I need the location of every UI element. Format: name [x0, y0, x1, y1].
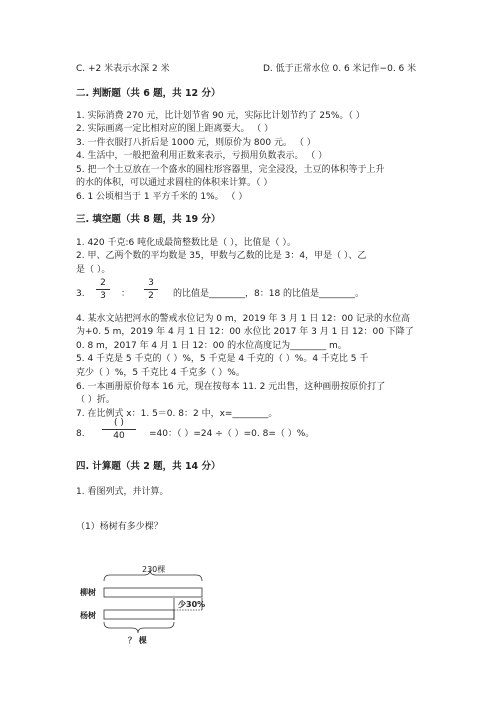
- fraction-2-numerator: 3: [148, 278, 154, 288]
- fraction-q8-numerator: ( ): [114, 418, 124, 428]
- fill-q7: 7. 在比例式 x：1. 5＝0. 8：2 中，x=________。: [76, 409, 278, 419]
- judge-q6: 6. 1 公顷相当于 1 平方千米的 1%。 （ ）: [76, 192, 248, 202]
- top-label: 230棵: [142, 565, 166, 574]
- judge-q2: 2. 实际画离一定比相对应的图上距离要大。 （ ）: [76, 124, 274, 134]
- fill-q3-suffix: 的比值是________，8：18 的比值是________。: [173, 289, 365, 299]
- row1-bar: [104, 588, 202, 597]
- fill-q4-line3: 0. 8 m，2017 年 4 月 1 日 12：00 的水位高度记为________ m。: [76, 341, 347, 351]
- fill-q4-line2: 为+0. 5 m，2019 年 4 月 1 日 12：00 水位比 2017 年 3 月 1 日 12：00 下降了: [76, 327, 414, 337]
- judge-q5-line1: 5. 把一个土豆放在一个盛水的圆柱形容器里，完全浸没，土豆的体积等于上升: [76, 165, 385, 175]
- fill-q1: 1. 420 千克:6 吨化成最简整数比是（ ），比值是（ ）。: [76, 238, 296, 248]
- diff-label: 少30%: [178, 600, 206, 609]
- bottom-label: ？ 棵: [128, 636, 147, 645]
- judge-q3: 3. 一件衣服打八折后是 1000 元，则原价为 800 元。 （ ）: [76, 138, 316, 148]
- fill-q8-prefix: 8.: [76, 429, 85, 439]
- option-c: C. +2 米表示水深 2 米: [76, 64, 170, 74]
- fraction-2-denominator: 2: [148, 291, 154, 301]
- fill-q3-colon: ：: [121, 289, 131, 299]
- section-4-heading: 四. 计算题（共 2 题，共 14 分）: [76, 461, 221, 472]
- fill-q2-line2: 是（ ）。: [76, 265, 111, 275]
- fraction-q8-denominator: 40: [113, 431, 125, 441]
- calc-q1: 1. 看图列式，并计算。: [76, 487, 169, 497]
- row2-label: 杨树: [80, 611, 96, 620]
- fraction-1-denominator: 3: [100, 291, 106, 301]
- segment-diagram: [76, 562, 236, 647]
- fill-q5-line2: 克少（ ）%，5 千克比 4 千克多（ ）%。: [76, 368, 245, 378]
- fill-q2-line1: 2. 甲、乙两个数的平均数是 35，甲数与乙数的比是 3：4，甲是（ ）、乙: [76, 251, 367, 261]
- judge-q5-line2: 的水的体积，可以通过求圆柱的体积来计算。（ ）: [76, 178, 273, 188]
- judge-q1: 1. 实际消费 270 元，比计划节省 90 元，实际比计划节约了 25%。（ ）: [76, 111, 365, 121]
- fill-q3-fraction-1: [96, 278, 110, 301]
- bottom-brace: [104, 622, 174, 633]
- judge-q4: 4. 生活中，一般把盈利用正数来表示，亏损用负数表示。 （ ）: [76, 151, 328, 161]
- fraction-1-numerator: 2: [100, 278, 106, 288]
- fill-q8-suffix: =40：（ ）=24 ÷（ ）=0. 8=（ ）%。: [149, 429, 315, 439]
- fill-q6-line2: （ ）折。: [76, 395, 115, 405]
- fill-q6-line1: 6. 一本画册原价每本 16 元，现在按每本 11. 2 元出售，这种画册按原价打了: [76, 382, 386, 392]
- row1-label: 柳树: [80, 588, 96, 597]
- row2-bar: [104, 610, 174, 619]
- option-d: D. 低于正常水位 0. 6 米记作−0. 6 米: [263, 64, 417, 74]
- calc-sub1: （1）杨树有多少棵？: [76, 522, 163, 532]
- fill-q8-fraction: [102, 418, 136, 441]
- fill-q3-prefix: 3.: [76, 289, 85, 299]
- fill-q4-line1: 4. 某水文站把河水的警戒水位记为 0 m，2019 年 3 月 1 日 12：00 记录的水位高: [76, 314, 410, 324]
- fill-q3-fraction-2: [144, 278, 158, 301]
- section-2-heading: 二. 判断题（共 6 题，共 12 分）: [76, 88, 221, 99]
- fill-q5-line1: 5. 4 千克是 5 千克的（ ）%，5 千克是 4 千克的（ ）%。4 千克比 5 千: [76, 354, 369, 364]
- section-3-heading: 三. 填空题（共 8 题，共 19 分）: [76, 214, 221, 225]
